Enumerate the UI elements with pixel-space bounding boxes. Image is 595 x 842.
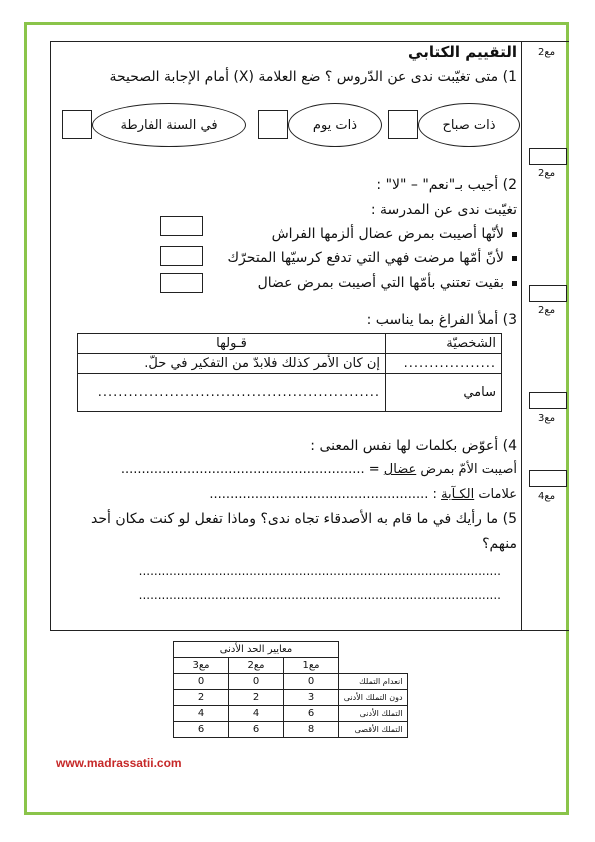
table-header: الشخصيّة <box>386 334 502 354</box>
score-label-q4: مع3 <box>538 413 556 424</box>
q2-item-1 <box>272 226 517 242</box>
q2-answer-box-1[interactable] <box>160 216 203 236</box>
criteria-header: مع3 <box>174 658 229 674</box>
criteria-value: 3 <box>284 690 339 706</box>
criteria-value: 2 <box>229 690 284 706</box>
criteria-value: 0 <box>229 674 284 690</box>
criteria-value: 4 <box>174 706 229 722</box>
table-cell: سامي <box>386 374 502 412</box>
criteria-value: 6 <box>284 706 339 722</box>
q3-question: 3) أملأ الفراغ بما يناسب : <box>366 312 517 328</box>
q4-line-1-prefix: أصيبت الأمّ بمرض <box>416 462 517 477</box>
q5-answer-line-1[interactable]: ............................................................................................... <box>138 564 501 578</box>
bullet-icon <box>512 232 517 237</box>
table-row <box>78 374 502 412</box>
score-box-q1[interactable] <box>529 148 567 165</box>
table-header-row <box>78 334 502 354</box>
score-box-q4[interactable] <box>529 470 567 487</box>
q5-question-line-1: 5) ما رأيك في ما قام به الأصدقاء تجاه ندى؟ وماذا تفعل لو كنت مكان أحد <box>90 511 517 527</box>
criteria-title: معايير الحد الأدنى <box>174 642 339 658</box>
score-box-q3[interactable] <box>529 392 567 409</box>
q1-option-1-label: ذات صباح <box>442 117 496 133</box>
q1-option-2-label: ذات يوم <box>312 117 358 133</box>
q1-option-3-label: في السنة الفارطة <box>120 117 218 133</box>
website-link[interactable]: www.madrassatii.com <box>56 756 182 770</box>
page-title: التقييم الكتابي <box>408 43 517 61</box>
criteria-value: 2 <box>174 690 229 706</box>
criteria-row <box>174 690 408 706</box>
q4-word-2: الكـآبة <box>441 487 475 502</box>
criteria-table <box>173 641 408 738</box>
q1-checkbox-1[interactable] <box>388 110 418 139</box>
criteria-header: مع1 <box>284 658 339 674</box>
criteria-header: مع2 <box>229 658 284 674</box>
q1-option-2 <box>288 103 382 147</box>
score-label-q5: مع4 <box>538 491 556 502</box>
criteria-header-row <box>174 658 408 674</box>
q2-item-3-text: بقيت تعتني بأمّها التي أصيبت بمرض عضال <box>257 275 504 291</box>
q2-question: 2) أجيب بـ"نعم" – "لا" : <box>376 177 517 193</box>
score-box-q2[interactable] <box>529 285 567 302</box>
q1-checkbox-3[interactable] <box>62 110 92 139</box>
q2-item-2-text: لأنّ أمّها مرضت فهي التي تدفع كرسيّها المتحرّك <box>227 250 504 266</box>
criteria-title-row <box>174 642 408 658</box>
criteria-row <box>174 674 408 690</box>
q1-option-3 <box>92 103 246 147</box>
criteria-value: 0 <box>174 674 229 690</box>
q2-item-2 <box>228 250 517 266</box>
q4-line-2[interactable] <box>209 487 517 502</box>
criteria-row <box>174 722 408 738</box>
score-column-divider <box>521 41 522 631</box>
q4-line-1[interactable] <box>121 462 517 477</box>
score-label-q3: مع2 <box>538 305 556 316</box>
q5-answer-line-2[interactable]: ............................................................................................... <box>138 588 501 602</box>
criteria-label: التملك الأقصى <box>339 722 408 738</box>
q4-line-2-blank: : ..................................................... <box>209 487 442 502</box>
table-row <box>78 354 502 374</box>
q4-question: 4) أعوّض بكلمات لها نفس المعنى : <box>310 438 517 454</box>
criteria-label: انعدام التملك <box>339 674 408 690</box>
q1-checkbox-2[interactable] <box>258 110 288 139</box>
criteria-value: 4 <box>229 706 284 722</box>
table-cell[interactable]: .................. <box>386 354 502 374</box>
q1-question: 1) متى تغيّبت ندى عن الدّروس ؟ ضع العلامة (X) أمام الإجابة الصحيحة <box>109 69 517 85</box>
q2-stem: تغيّبت ندى عن المدرسة : <box>370 202 517 218</box>
score-label-q1: مع2 <box>538 47 556 58</box>
criteria-label: دون التملك الأدنى <box>339 690 408 706</box>
bullet-icon <box>512 281 517 286</box>
q2-item-3 <box>258 275 517 291</box>
q2-answer-box-2[interactable] <box>160 246 203 266</box>
table-cell: إن كان الأمر كذلك فلابدّ من التفكير في حلّ. <box>78 354 386 374</box>
q4-word-1: عضال <box>383 462 417 477</box>
table-header: قـولها <box>78 334 386 354</box>
table-cell[interactable]: ....................................................... <box>78 374 386 412</box>
criteria-label: التملك الأدنى <box>339 706 408 722</box>
criteria-value: 0 <box>284 674 339 690</box>
q2-answer-box-3[interactable] <box>160 273 203 293</box>
bullet-icon <box>512 256 517 261</box>
q4-line-2-prefix: علامات <box>474 487 517 502</box>
q1-option-1 <box>418 103 520 147</box>
q4-line-1-blank: = ........................................................... <box>120 462 384 477</box>
criteria-row <box>174 706 408 722</box>
q3-table <box>77 333 502 412</box>
criteria-value: 8 <box>284 722 339 738</box>
q5-question-line-2: منهم؟ <box>482 536 517 552</box>
criteria-value: 6 <box>229 722 284 738</box>
criteria-value: 6 <box>174 722 229 738</box>
q2-item-1-text: لأنّها أصيبت بمرض عضال ألزمها الفراش <box>271 226 504 242</box>
score-label-q2: مع2 <box>538 168 556 179</box>
